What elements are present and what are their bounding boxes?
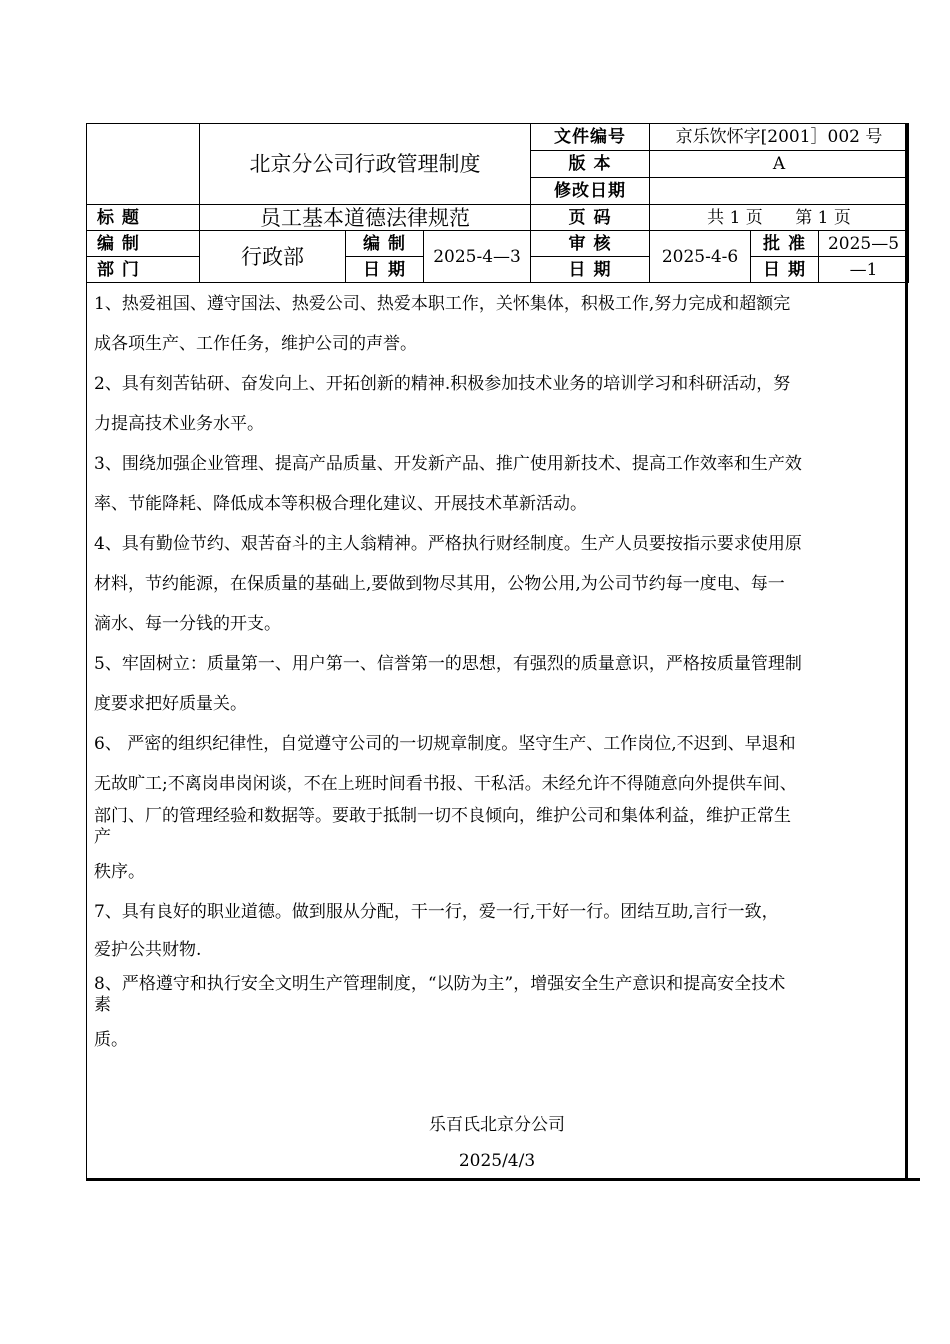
page-total: 共 1 页 — [707, 207, 763, 228]
edit-date-value: 2025-4—3 — [424, 231, 531, 283]
approve-value-1: 2025—5 — [819, 231, 909, 257]
body-line: 8、严格遵守和执行安全文明生产管理制度，“以防为主”，增强安全生产意识和提高安全技术 — [94, 974, 786, 994]
body-line: 产 — [94, 827, 111, 847]
body-line: 6、 严密的组织纪律性，自觉遵守公司的一切规章制度。坚守生产、工作岗位,不迟到、早退和 — [94, 734, 796, 754]
body-line: 度要求把好质量关。 — [94, 694, 247, 714]
header-table — [86, 123, 909, 283]
dept-label-1: 编 制 — [87, 231, 200, 257]
title-label: 标 题 — [87, 205, 200, 231]
body-line: 率、节能降耗、降低成本等积极合理化建议、开展技术革新活动。 — [94, 494, 587, 514]
version-label: 版 本 — [531, 151, 650, 178]
approve-value-2: —1 — [819, 257, 909, 283]
approve-label-1: 批 准 — [751, 231, 819, 257]
signature-company: 乐百氏北京分公司 — [429, 1115, 565, 1135]
edit-date-label-1: 编 制 — [346, 231, 424, 257]
body-line: 5、牢固树立：质量第一、用户第一、信誉第一的思想，有强烈的质量意识，严格按质量管理制 — [94, 654, 802, 674]
page-current: 第 1 页 — [795, 207, 851, 228]
body-line: 成各项生产、工作任务，维护公司的声誉。 — [94, 334, 417, 354]
title-value: 员工基本道德法律规范 — [200, 205, 531, 231]
dept-label-2: 部 门 — [87, 257, 200, 283]
doc-no-label: 文件编号 — [531, 124, 650, 151]
review-label-1: 审 核 — [531, 231, 650, 257]
version-value: A — [650, 151, 909, 178]
body-line: 素 — [94, 995, 111, 1015]
body-line: 材料，节约能源，在保质量的基础上,要做到物尽其用，公物公用,为公司节约每一度电、每一 — [94, 574, 785, 594]
body-line: 秩序。 — [94, 862, 145, 882]
body-line: 3、围绕加强企业管理、提高产品质量、开发新产品、推广使用新技术、提高工作效率和生产效 — [94, 454, 802, 474]
edit-date-label-2: 日 期 — [346, 257, 424, 283]
body-line: 7、具有良好的职业道德。做到服从分配，干一行，爱一行,干好一行。团结互助,言行一致， — [94, 902, 779, 922]
body-line: 爱护公共财物. — [94, 940, 202, 960]
page-label: 页 码 — [531, 205, 650, 231]
review-label-2: 日 期 — [531, 257, 650, 283]
body-line: 质。 — [94, 1030, 128, 1050]
approve-label-2: 日 期 — [751, 257, 819, 283]
body-line: 滴水、每一分钱的开支。 — [94, 614, 281, 634]
header-blank-cell — [87, 124, 200, 205]
body-line: 部门、厂的管理经验和数据等。要敢于抵制一切不良倾向，维护公司和集体利益，维护正常生 — [94, 806, 791, 826]
review-value: 2025-4-6 — [650, 231, 751, 283]
body-line: 2、具有刻苦钻研、奋发向上、开拓创新的精神.积极参加技术业务的培训学习和科研活动，努 — [94, 374, 791, 394]
dept-value: 行政部 — [200, 231, 346, 283]
doc-no-value: 京乐饮怀字[2001］002 号 — [650, 124, 909, 151]
body-line: 1、热爱祖国、遵守国法、热爱公司、热爱本职工作，关怀集体，积极工作,努力完成和超额完 — [94, 294, 791, 314]
company-title: 北京分公司行政管理制度 — [200, 124, 531, 205]
modify-date-value — [650, 178, 909, 205]
signature-date: 2025/4/3 — [458, 1151, 536, 1171]
page-value — [650, 205, 909, 231]
modify-date-label: 修改日期 — [531, 178, 650, 205]
body-line: 力提高技术业务水平。 — [94, 414, 264, 434]
body-line: 4、具有勤俭节约、艰苦奋斗的主人翁精神。严格执行财经制度。生产人员要按指示要求使用原 — [94, 534, 802, 554]
frame-bottom-rule — [86, 1178, 920, 1181]
body-line: 无故旷工;不离岗串岗闲谈，不在上班时间看书报、干私活。未经允许不得随意向外提供车间、 — [94, 774, 797, 794]
